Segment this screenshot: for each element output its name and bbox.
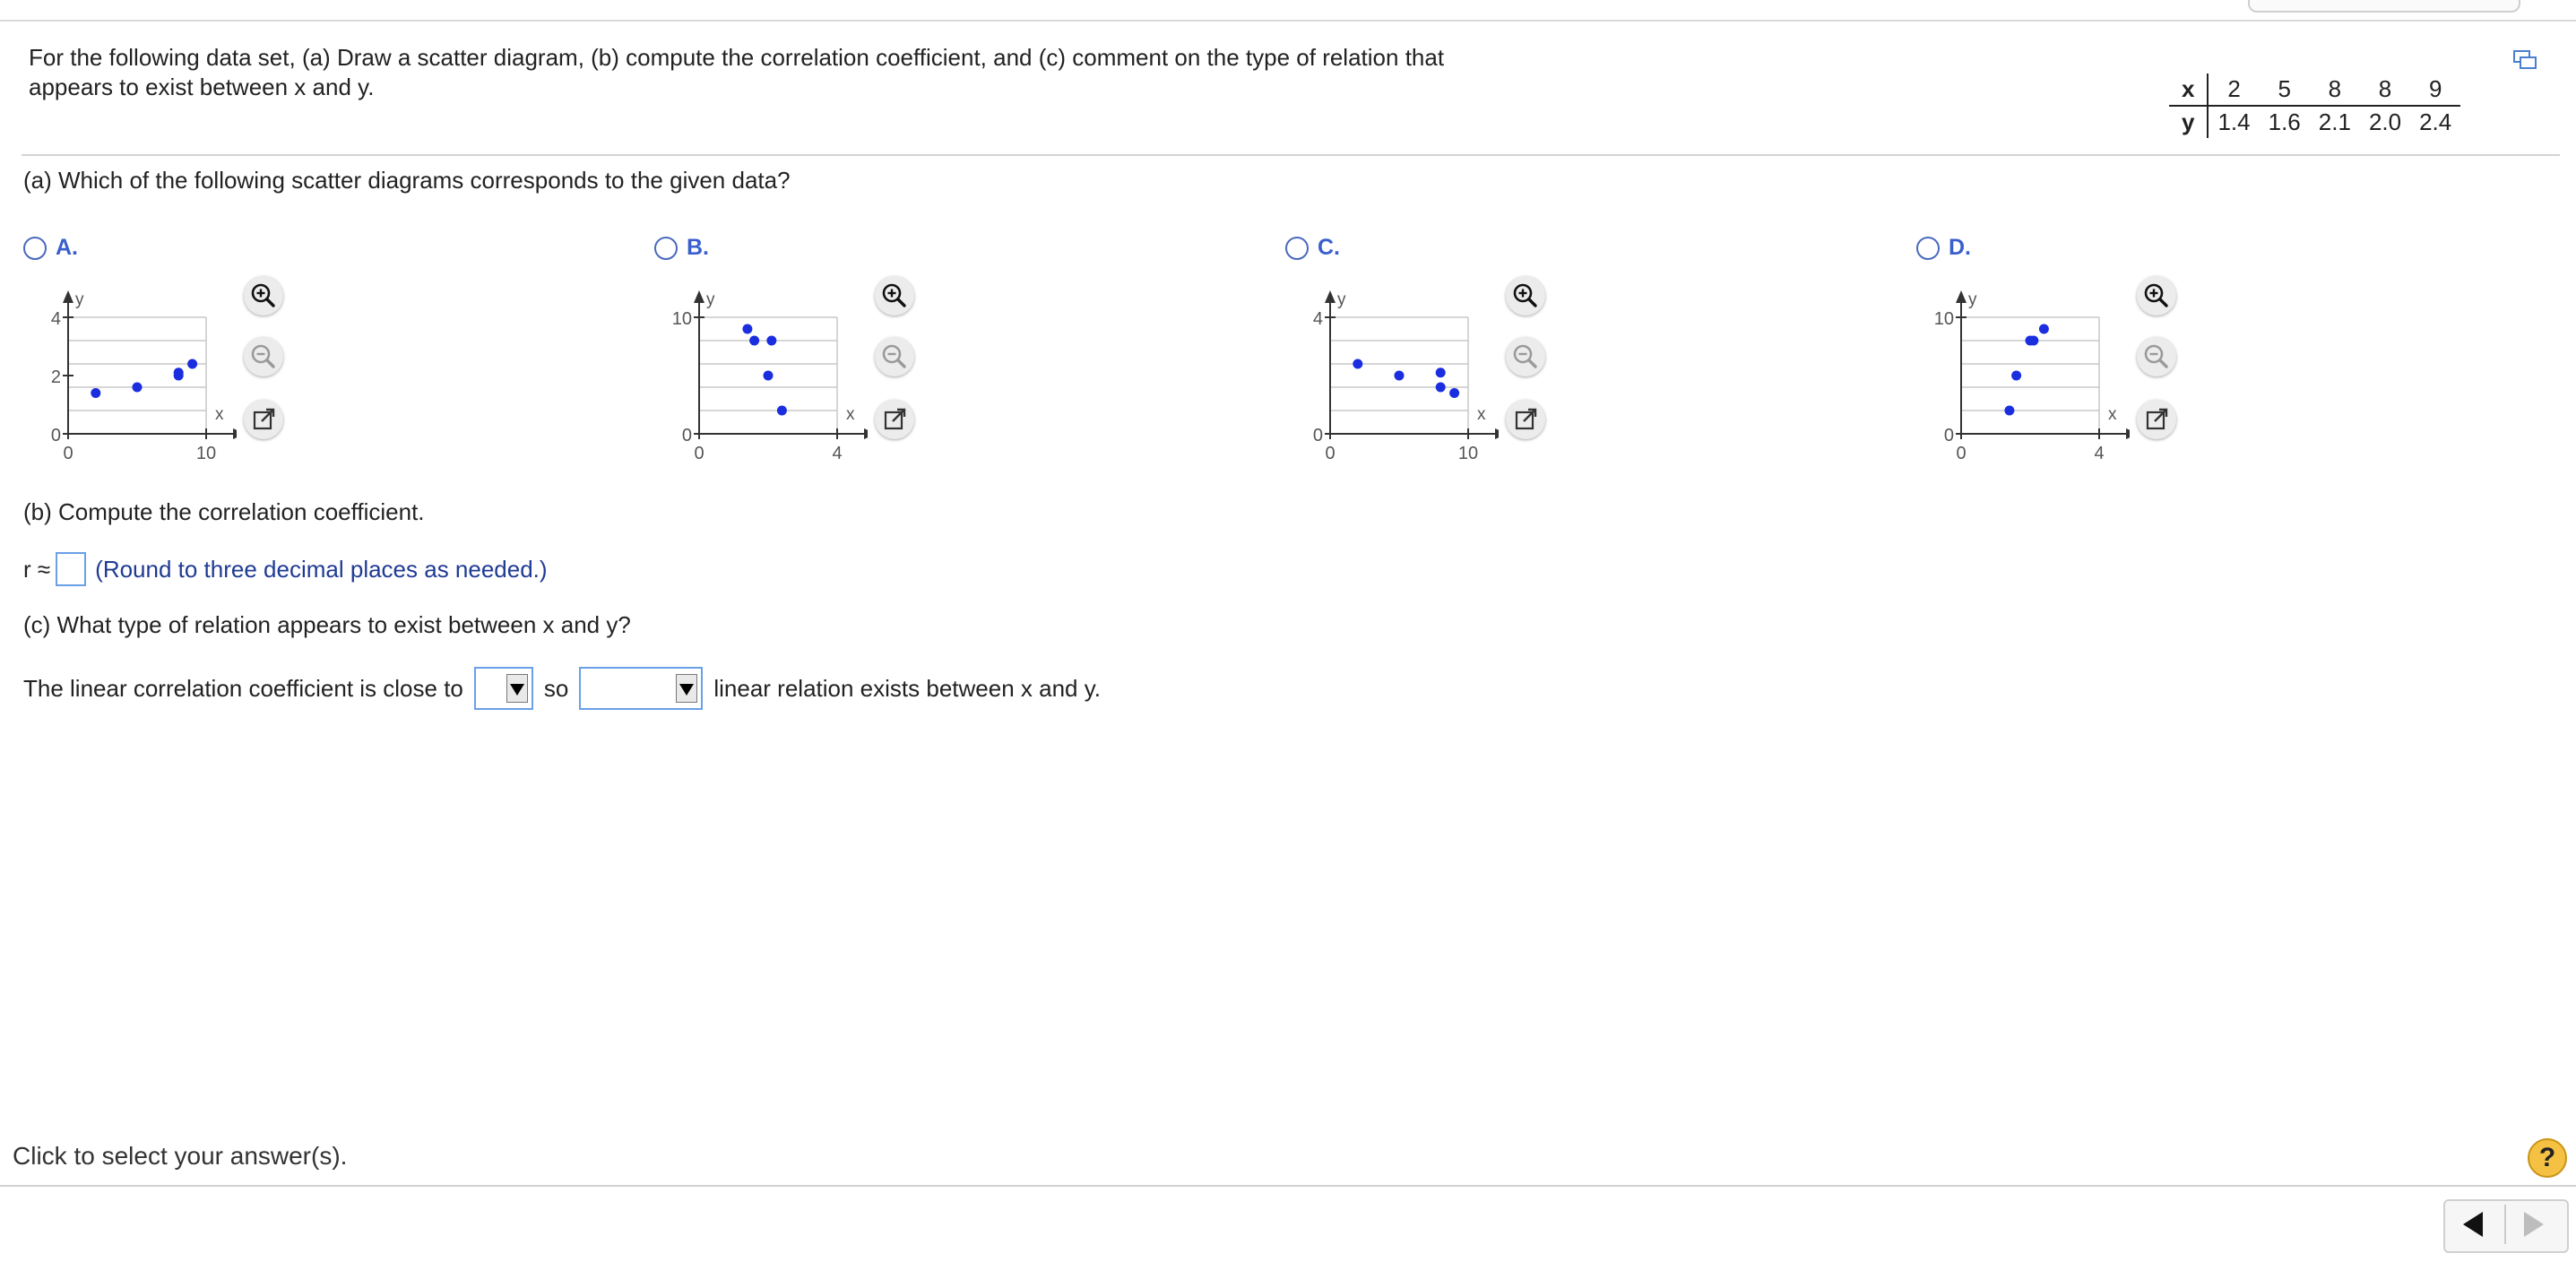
- data-point: [1353, 359, 1362, 369]
- dropdown-arrow-icon[interactable]: [506, 674, 528, 703]
- x-axis-arrow: [233, 428, 237, 439]
- part-a-prompt: (a) Which of the following scatter diagrams corresponds to the given data?: [23, 167, 791, 194]
- scatter-plot: [22, 271, 237, 459]
- x-axis-arrow: [864, 428, 868, 439]
- option-letter[interactable]: A.: [56, 235, 78, 260]
- popout-icon: [244, 400, 283, 439]
- popout-button[interactable]: [1506, 400, 1545, 439]
- data-point: [2026, 336, 2036, 346]
- popout-button[interactable]: [875, 400, 914, 439]
- y-tick-label: 10: [1933, 309, 1954, 329]
- data-point: [2004, 406, 2014, 416]
- x-tick-label: 0: [1325, 444, 1336, 459]
- x-axis-arrow: [2126, 428, 2130, 439]
- part-c-prompt: (c) What type of relation appears to exist between x and y?: [23, 611, 631, 638]
- option-a[interactable]: [22, 235, 649, 468]
- data-point: [2039, 324, 2049, 334]
- zoom-in-button[interactable]: [2137, 276, 2176, 316]
- data-point: [777, 406, 787, 416]
- navigation-separator: [2504, 1205, 2506, 1244]
- previous-icon[interactable]: [2459, 1210, 2486, 1239]
- x-value: 8: [2360, 73, 2410, 106]
- zoom-out-button[interactable]: [875, 337, 914, 376]
- zoom-out-button[interactable]: [1506, 337, 1545, 376]
- zoom-in-button[interactable]: [875, 276, 914, 316]
- y-value: 2.1: [2318, 108, 2351, 135]
- option-letter[interactable]: B.: [687, 235, 709, 260]
- section-divider: [22, 154, 2560, 156]
- zoom-in-icon: [2137, 276, 2176, 316]
- question-text: For the following data set, (a) Draw a scatter diagram, (b) compute the correlation coefficient, and (c) comment on the type of relation that appears to exist between x and y.: [29, 44, 1445, 100]
- popout-icon: [875, 400, 914, 439]
- zoom-in-button[interactable]: [1506, 276, 1545, 316]
- y-axis-label: y: [75, 290, 84, 309]
- zoom-out-icon: [2137, 337, 2176, 376]
- x-axis-label: x: [846, 405, 855, 424]
- data-point: [1436, 367, 1446, 377]
- zoom-in-icon: [1506, 276, 1545, 316]
- option-c[interactable]: [1284, 235, 1911, 468]
- y-value: 1.4: [2217, 108, 2251, 135]
- data-point: [1436, 383, 1446, 393]
- zoom-in-icon: [244, 276, 283, 316]
- relation-type-dropdown[interactable]: [579, 667, 703, 710]
- data-point: [749, 336, 759, 346]
- x-tick-label: 0: [694, 444, 705, 459]
- next-icon[interactable]: [2520, 1210, 2547, 1239]
- y-tick-label: 4: [1312, 309, 1323, 329]
- option-radio[interactable]: [654, 237, 678, 260]
- data-point: [766, 336, 776, 346]
- y-axis-label: y: [706, 290, 715, 309]
- dropdown-arrow-icon[interactable]: [676, 674, 697, 703]
- r-answer-row: [23, 552, 548, 586]
- y-tick-label: 0: [1312, 426, 1323, 445]
- zoom-out-button[interactable]: [244, 337, 283, 376]
- x-tick-label: 0: [63, 444, 73, 459]
- help-button[interactable]: ?: [2528, 1138, 2567, 1178]
- popout-button[interactable]: [2137, 400, 2176, 439]
- top-divider: [0, 20, 2576, 22]
- y-value: 1.6: [2268, 108, 2301, 135]
- data-table: [2169, 73, 2460, 138]
- y-tick-label: 0: [50, 426, 61, 445]
- y-header: y: [2169, 106, 2208, 138]
- scatter-plot: [653, 271, 868, 459]
- part-b-prompt: (b) Compute the correlation coefficient.: [23, 498, 425, 525]
- data-point: [1449, 388, 1459, 398]
- y-tick-label: 4: [50, 309, 61, 329]
- correlation-dropdown[interactable]: [474, 667, 533, 710]
- r-input[interactable]: [56, 552, 86, 586]
- data-point: [187, 359, 197, 369]
- footer-divider: [0, 1185, 2576, 1187]
- data-row-x: [2169, 73, 2460, 106]
- zoom-out-icon: [1506, 337, 1545, 376]
- footer-instruction: Click to select your answer(s).: [13, 1142, 348, 1170]
- option-d[interactable]: [1915, 235, 2542, 468]
- data-point: [2011, 371, 2021, 381]
- option-letter[interactable]: D.: [1949, 235, 1971, 260]
- x-value: 8: [2310, 73, 2360, 106]
- x-axis-label: x: [1477, 405, 1486, 424]
- data-point: [742, 324, 752, 334]
- option-letter[interactable]: C.: [1318, 235, 1340, 260]
- x-tick-label: 0: [1956, 444, 1967, 459]
- y-tick-label: 2: [50, 367, 61, 387]
- zoom-out-button[interactable]: [2137, 337, 2176, 376]
- x-tick-label: 10: [1457, 444, 1479, 459]
- relation-statement: [23, 667, 1101, 710]
- statement-start: The linear correlation coefficient is close to: [23, 674, 463, 702]
- y-value: 2.0: [2368, 108, 2402, 135]
- y-axis-arrow: [1325, 290, 1336, 303]
- x-axis-arrow: [1495, 428, 1499, 439]
- option-radio[interactable]: [23, 237, 47, 260]
- copy-data-icon[interactable]: [2513, 50, 2537, 70]
- y-tick-label: 10: [671, 309, 692, 329]
- option-radio[interactable]: [1916, 237, 1940, 260]
- scatter-plot: [1915, 271, 2130, 459]
- zoom-out-icon: [875, 337, 914, 376]
- data-row-y: [2169, 106, 2460, 138]
- zoom-in-icon: [875, 276, 914, 316]
- x-tick-label: 10: [195, 444, 217, 459]
- option-b[interactable]: [653, 235, 1280, 468]
- y-axis-label: y: [1337, 290, 1346, 309]
- y-tick-label: 0: [1943, 426, 1954, 445]
- x-axis-label: x: [2108, 405, 2117, 424]
- x-value: 5: [2260, 73, 2310, 106]
- popout-button[interactable]: [244, 400, 283, 439]
- x-header: x: [2169, 73, 2208, 106]
- x-value: 2: [2208, 73, 2259, 106]
- y-axis-arrow: [1956, 290, 1967, 303]
- y-axis-arrow: [694, 290, 705, 303]
- y-value: 2.4: [2419, 108, 2452, 135]
- scatter-plot: [1284, 271, 1499, 459]
- data-point: [91, 388, 100, 398]
- popout-icon: [2137, 400, 2176, 439]
- top-tab[interactable]: [2248, 0, 2520, 13]
- statement-so: so: [543, 674, 569, 702]
- option-radio[interactable]: [1285, 237, 1309, 260]
- rounding-hint: (Round to three decimal places as needed.): [95, 555, 548, 583]
- y-axis-arrow: [63, 290, 73, 303]
- data-point: [764, 371, 774, 381]
- y-axis-label: y: [1968, 290, 1977, 309]
- statement-end: linear relation exists between x and y.: [713, 674, 1101, 702]
- x-tick-label: 4: [832, 444, 843, 459]
- data-point: [174, 371, 184, 381]
- data-point: [133, 383, 143, 393]
- r-label: r ≈: [23, 555, 51, 583]
- y-tick-label: 0: [681, 426, 692, 445]
- zoom-in-button[interactable]: [244, 276, 283, 316]
- x-axis-label: x: [215, 405, 224, 424]
- data-point: [1395, 371, 1405, 381]
- zoom-out-icon: [244, 337, 283, 376]
- x-tick-label: 4: [2094, 444, 2105, 459]
- x-value: 9: [2410, 73, 2460, 106]
- popout-icon: [1506, 400, 1545, 439]
